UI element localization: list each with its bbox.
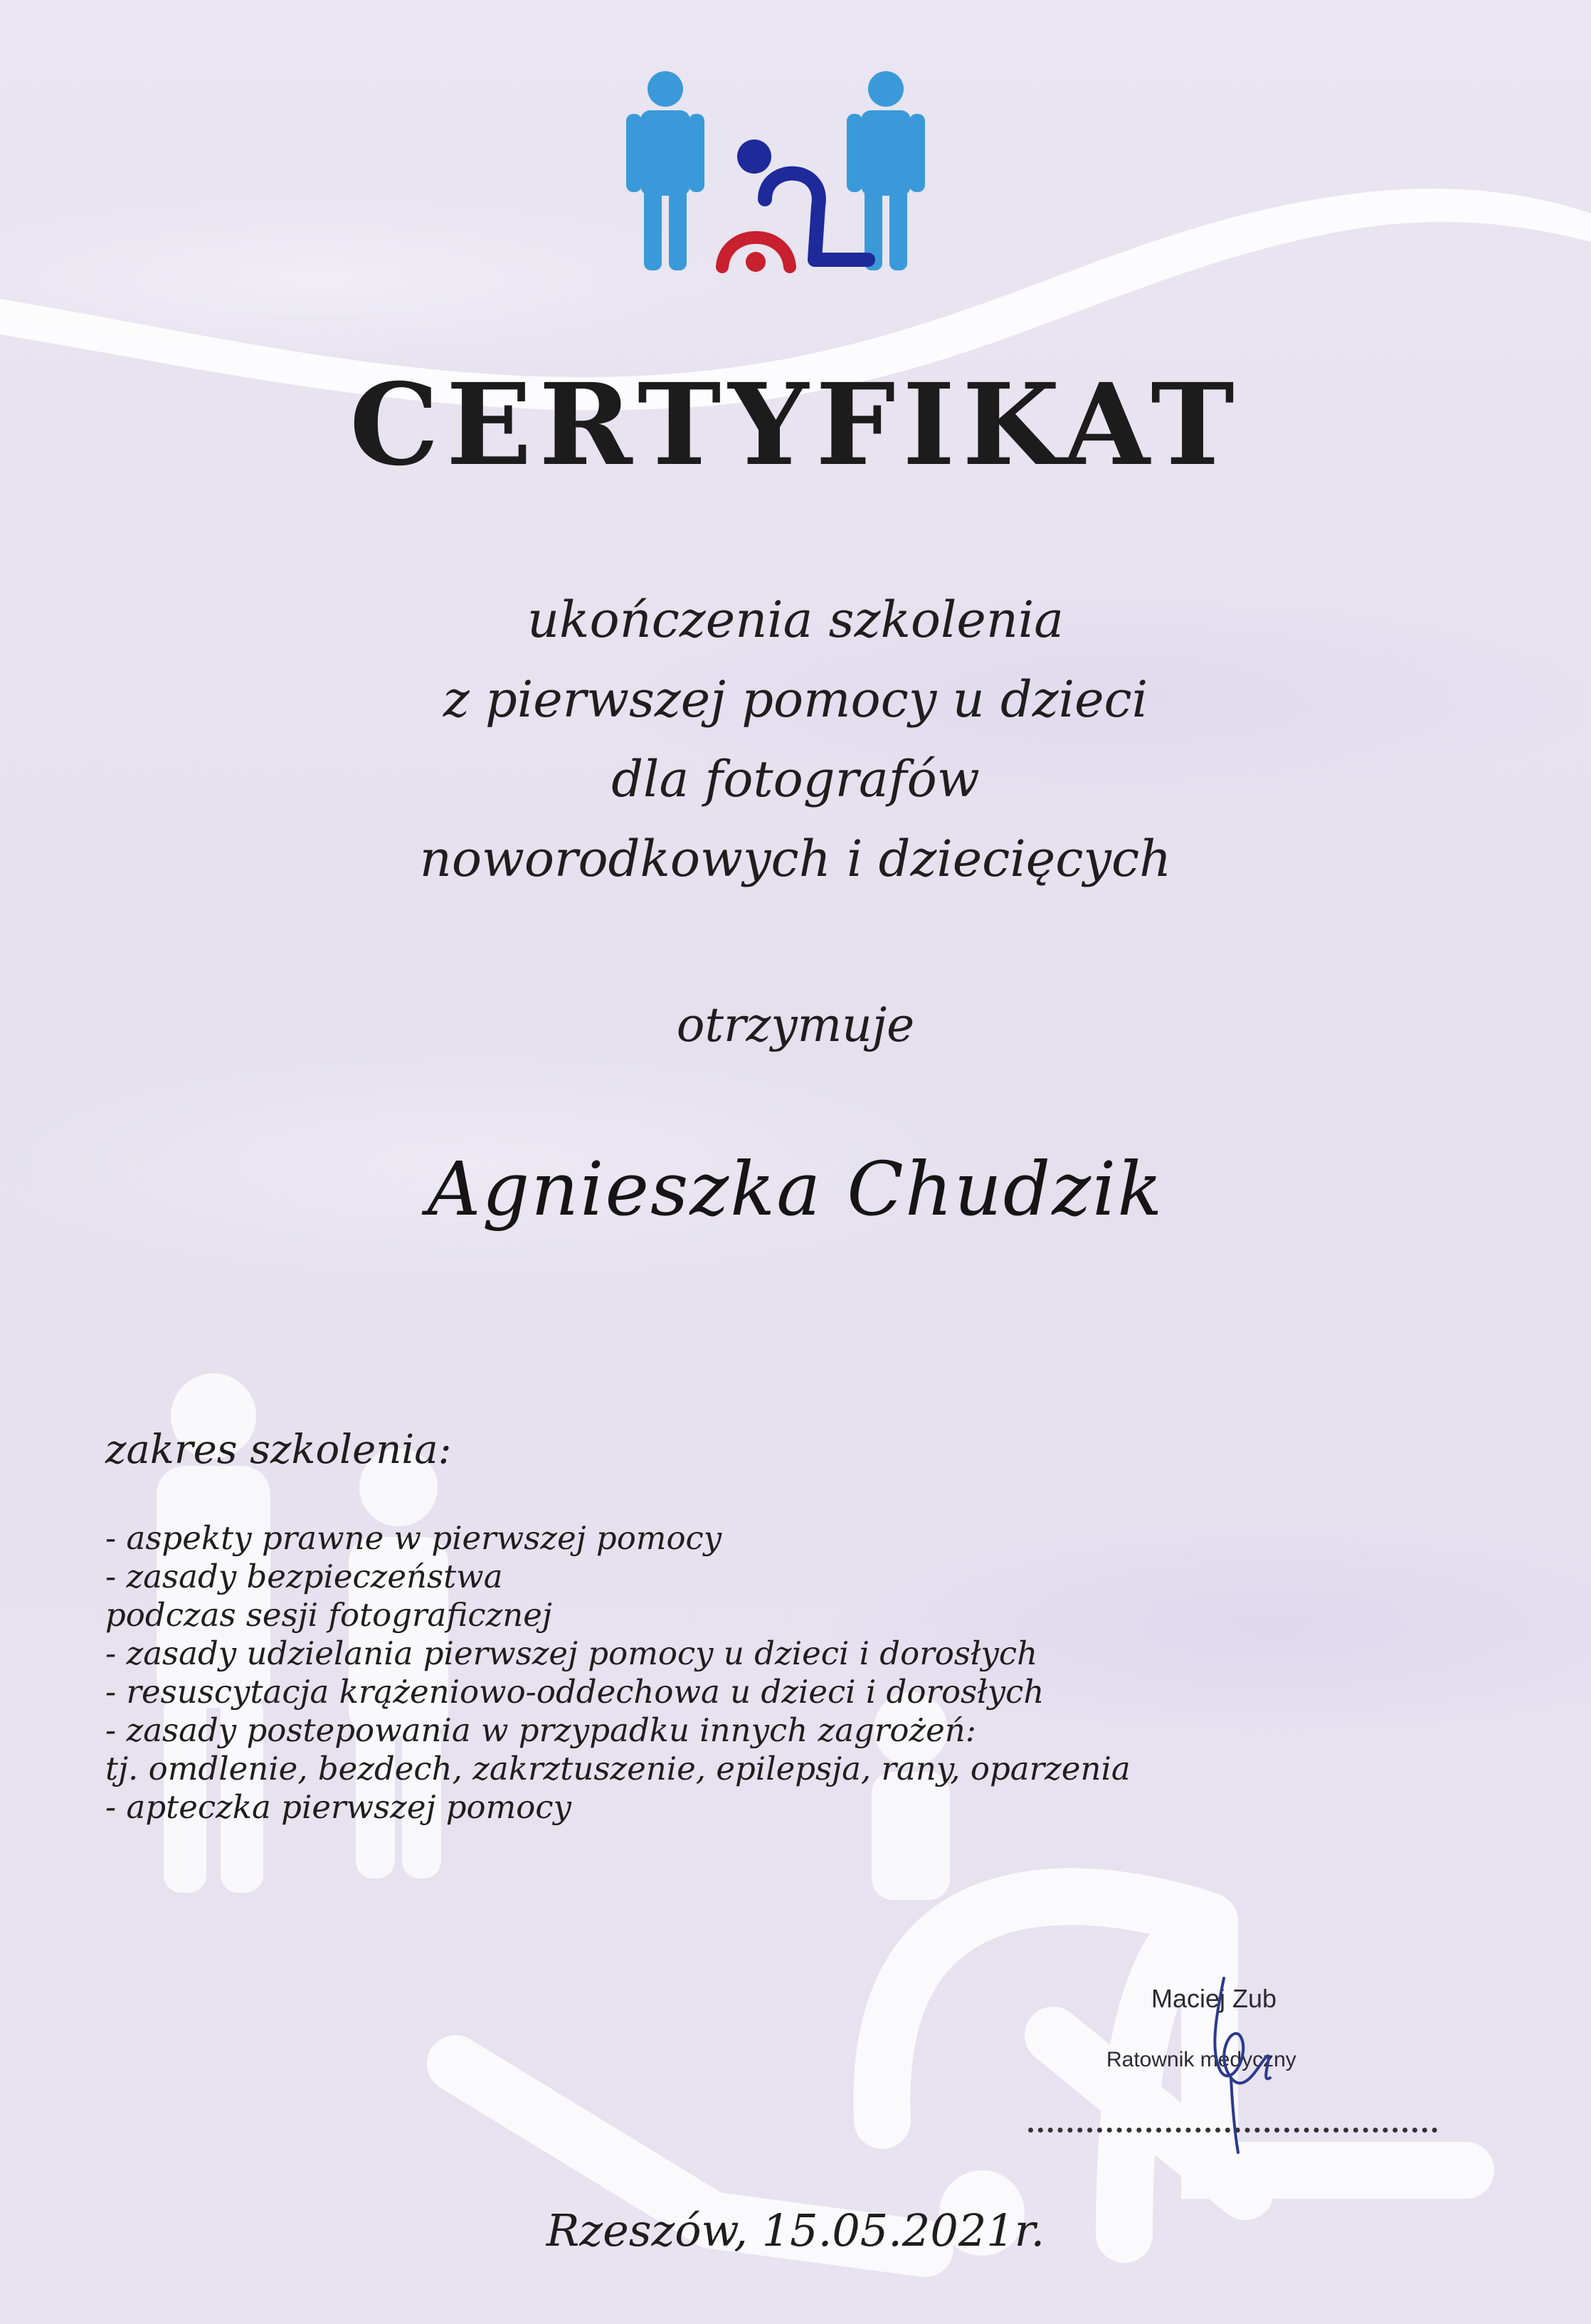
adult-figure-icon <box>847 71 925 270</box>
scope-item: - apteczka pierwszej pomocy <box>105 1788 572 1826</box>
scope-item: - zasady bezpieczeństwa <box>105 1558 503 1595</box>
receives-label: otrzymuje <box>676 998 915 1052</box>
signatory-role: Ratownik medyczny <box>1106 2048 1296 2071</box>
course-description-line: ukończenia szkolenia <box>527 591 1064 649</box>
rescue-pictogram-icon <box>612 64 939 285</box>
scope-item: - resuscytacja krążeniowo-oddechowa u dzieci i dorosłych <box>105 1673 1045 1711</box>
scope-item: - zasady postepowania w przypadku innych zagrożeń: <box>105 1711 976 1749</box>
course-description-line: dla fotografów <box>611 750 980 808</box>
scope-item: podczas sesji fotograficznej <box>105 1596 552 1634</box>
scope-heading: zakres szkolenia: <box>105 1427 452 1473</box>
scope-item: - zasady udzielania pierwszej pomocy u dzieci i dorosłych <box>105 1634 1038 1672</box>
certificate-title: CERTYFIKAT <box>349 359 1242 491</box>
scope-list <box>105 1519 1457 1827</box>
course-description-line: z pierwszej pomocy u dzieci <box>443 670 1148 729</box>
course-description <box>0 580 1591 899</box>
scope-item: - aspekty prawne w pierwszej pomocy <box>105 1519 722 1557</box>
signature-line <box>1028 2128 1437 2133</box>
recipient-name: Agnieszka Chudzik <box>427 1146 1164 1232</box>
adult-figure-icon <box>626 71 704 270</box>
course-description-line: noworodkowych i dziecięcych <box>419 830 1172 888</box>
scope-item: tj. omdlenie, bezdech, zakrztuszenie, epilepsja, rany, oparzenia <box>105 1750 1131 1787</box>
place-and-date: Rzeszów, 15.05.2021r. <box>546 2204 1045 2256</box>
signatory-name: Maciej Zub <box>1151 1984 1277 2013</box>
